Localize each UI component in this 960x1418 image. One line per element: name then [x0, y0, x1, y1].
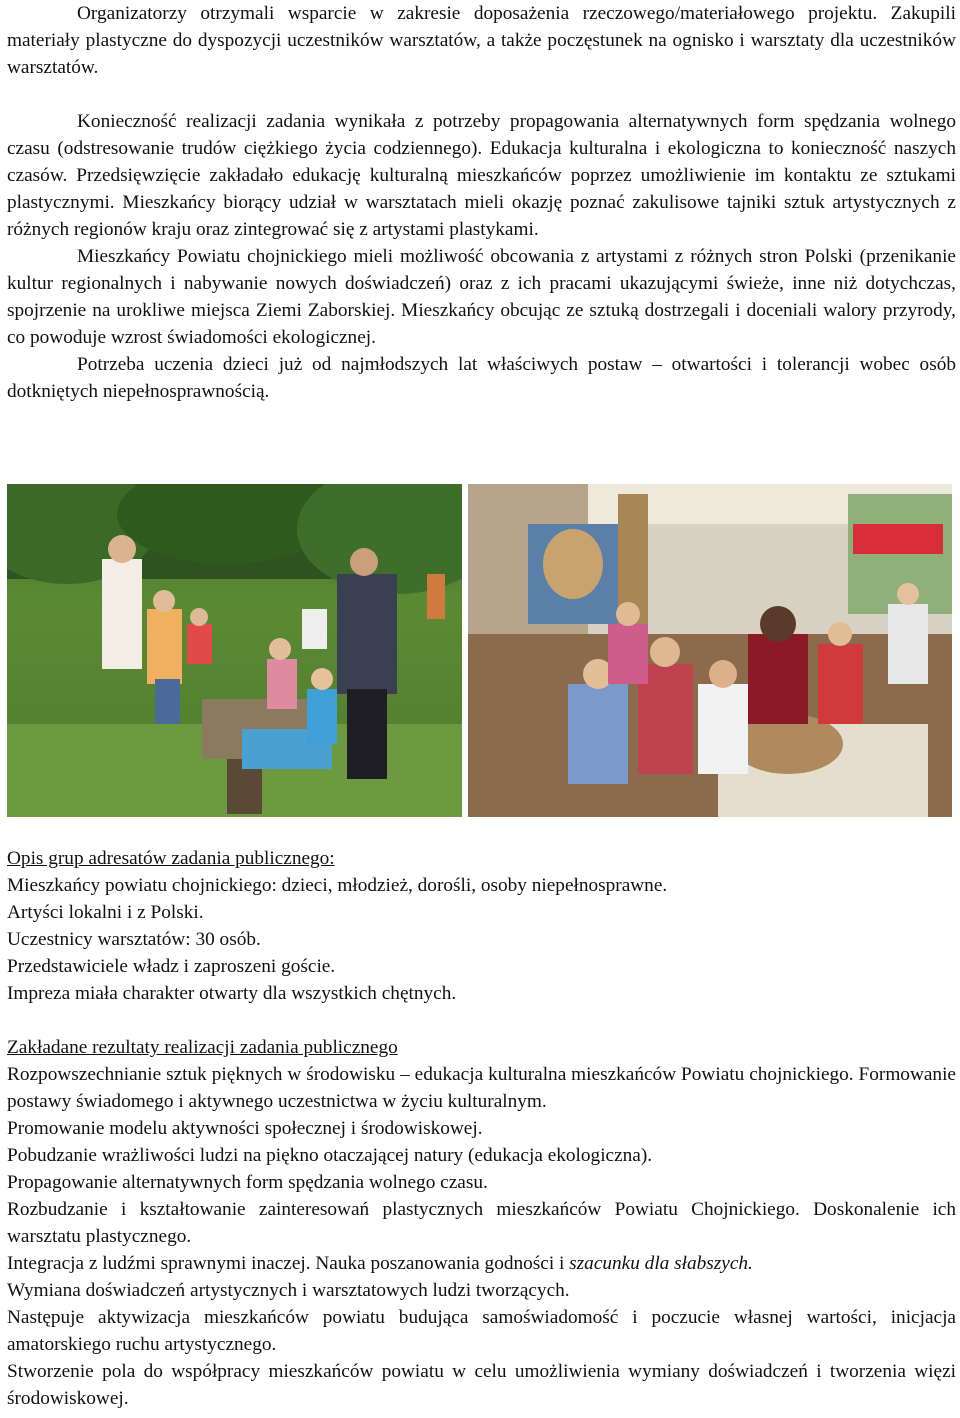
- lower-section: [7, 845, 956, 1412]
- results-line-text: Integracja z ludźmi sprawnymi inaczej. Nauka poszanowania godności i: [7, 1253, 570, 1274]
- spacer: [7, 1007, 956, 1034]
- photo-indoor-workshop: [468, 484, 952, 817]
- intro-paragraph-2: Konieczność realizacji zadania wynikała z potrzeby propagowania alternatywnych form spędzania wolnego czasu (odstresowanie trudów ciężkiego życia codziennego). Edukacja kulturalna i ekologiczna to konieczność naszych czasów. Przedsięwzięcie zakładało edukację kulturalną mieszkańców poprzez umożliwienie im kontaktu ze sztukami plastycznymi. Mieszkańcy biorący udział w warsztatach mieli okazję poznać zakulisowe tajniki sztuk artystycznych z różnych regionów kraju oraz zintegrować się z artystami plastykami.: [7, 111, 956, 240]
- results-line: Propagowanie alternatywnych form spędzania wolnego czasu.: [7, 1172, 488, 1193]
- recipients-line: Przedstawiciele władz i zaproszeni goście.: [7, 956, 336, 977]
- photo-row: [7, 484, 952, 817]
- results-line-italic: szacunku dla słabszych.: [569, 1253, 753, 1274]
- recipients-line: Impreza miała charakter otwarty dla wszystkich chętnych.: [7, 983, 457, 1004]
- photo-outdoor-workshop: [7, 484, 462, 817]
- intro-paragraph-1: Organizatorzy otrzymali wsparcie w zakresie doposażenia rzeczowego/materiałowego projektu. Zakupili materiały plastyczne do dyspozycji uczestników warsztatów, a także poczęstunek na ognisko i warsztaty dla uczestników warsztatów.: [7, 3, 956, 78]
- results-line: Wymiana doświadczeń artystycznych i warsztatowych ludzi tworzących.: [7, 1280, 570, 1301]
- results-paragraph: Następuje aktywizacja mieszkańców powiatu budująca samoświadomość i poczucie własnej wartości, inicjacja amatorskiego ruchu artystycznego.: [7, 1307, 956, 1355]
- results-line: Promowanie modelu aktywności społecznej i środowiskowej.: [7, 1118, 483, 1139]
- results-paragraph: Rozpowszechnianie sztuk pięknych w środowisku – edukacja kulturalna mieszkańców Powiatu chojnickiego. Formowanie postawy świadomego i aktywnego uczestnictwa w życiu kulturalnym.: [7, 1064, 956, 1112]
- intro-paragraph-4: Potrzeba uczenia dzieci już od najmłodszych lat właściwych postaw – otwartości i tolerancji wobec osób dotkniętych niepełnosprawnością.: [7, 354, 956, 402]
- intro-paragraph-3: Mieszkańcy Powiatu chojnickiego mieli możliwość obcowania z artystami z różnych stron Polski (przenikanie kultur regionalnych i nabywanie nowych doświadczeń) oraz z ich pracami ukazującymi świeże, inne niż dotychczas, spojrzenie na urokliwe miejsca Ziemi Zaborskiej. Mieszkańcy obcując ze sztuką dostrzegali i doceniali walory przyrody, co powoduje wzrost świadomości ekologicznej.: [7, 246, 956, 348]
- intro-section: [7, 0, 956, 405]
- results-heading: Zakładane rezultaty realizacji zadania publicznego: [7, 1037, 398, 1058]
- spacer: [7, 81, 956, 108]
- recipients-line: Uczestnicy warsztatów: 30 osób.: [7, 929, 261, 950]
- results-paragraph: Stworzenie pola do współpracy mieszkańców powiatu w celu umożliwienia wymiany doświadczeń i tworzenia więzi środowiskowej.: [7, 1361, 956, 1409]
- results-paragraph: Rozbudzanie i kształtowanie zainteresowań plastycznych mieszkańców Powiatu Chojnickiego. Doskonalenie ich warsztatu plastycznego.: [7, 1199, 956, 1247]
- recipients-line: Artyści lokalni i z Polski.: [7, 902, 204, 923]
- results-line: Pobudzanie wrażliwości ludzi na piękno otaczającej natury (edukacja ekologiczna).: [7, 1145, 653, 1166]
- recipients-heading: Opis grup adresatów zadania publicznego:: [7, 848, 335, 869]
- results-line-integration: [7, 1250, 956, 1277]
- recipients-line: Mieszkańcy powiatu chojnickiego: dzieci, młodzież, dorośli, osoby niepełnosprawne.: [7, 875, 668, 896]
